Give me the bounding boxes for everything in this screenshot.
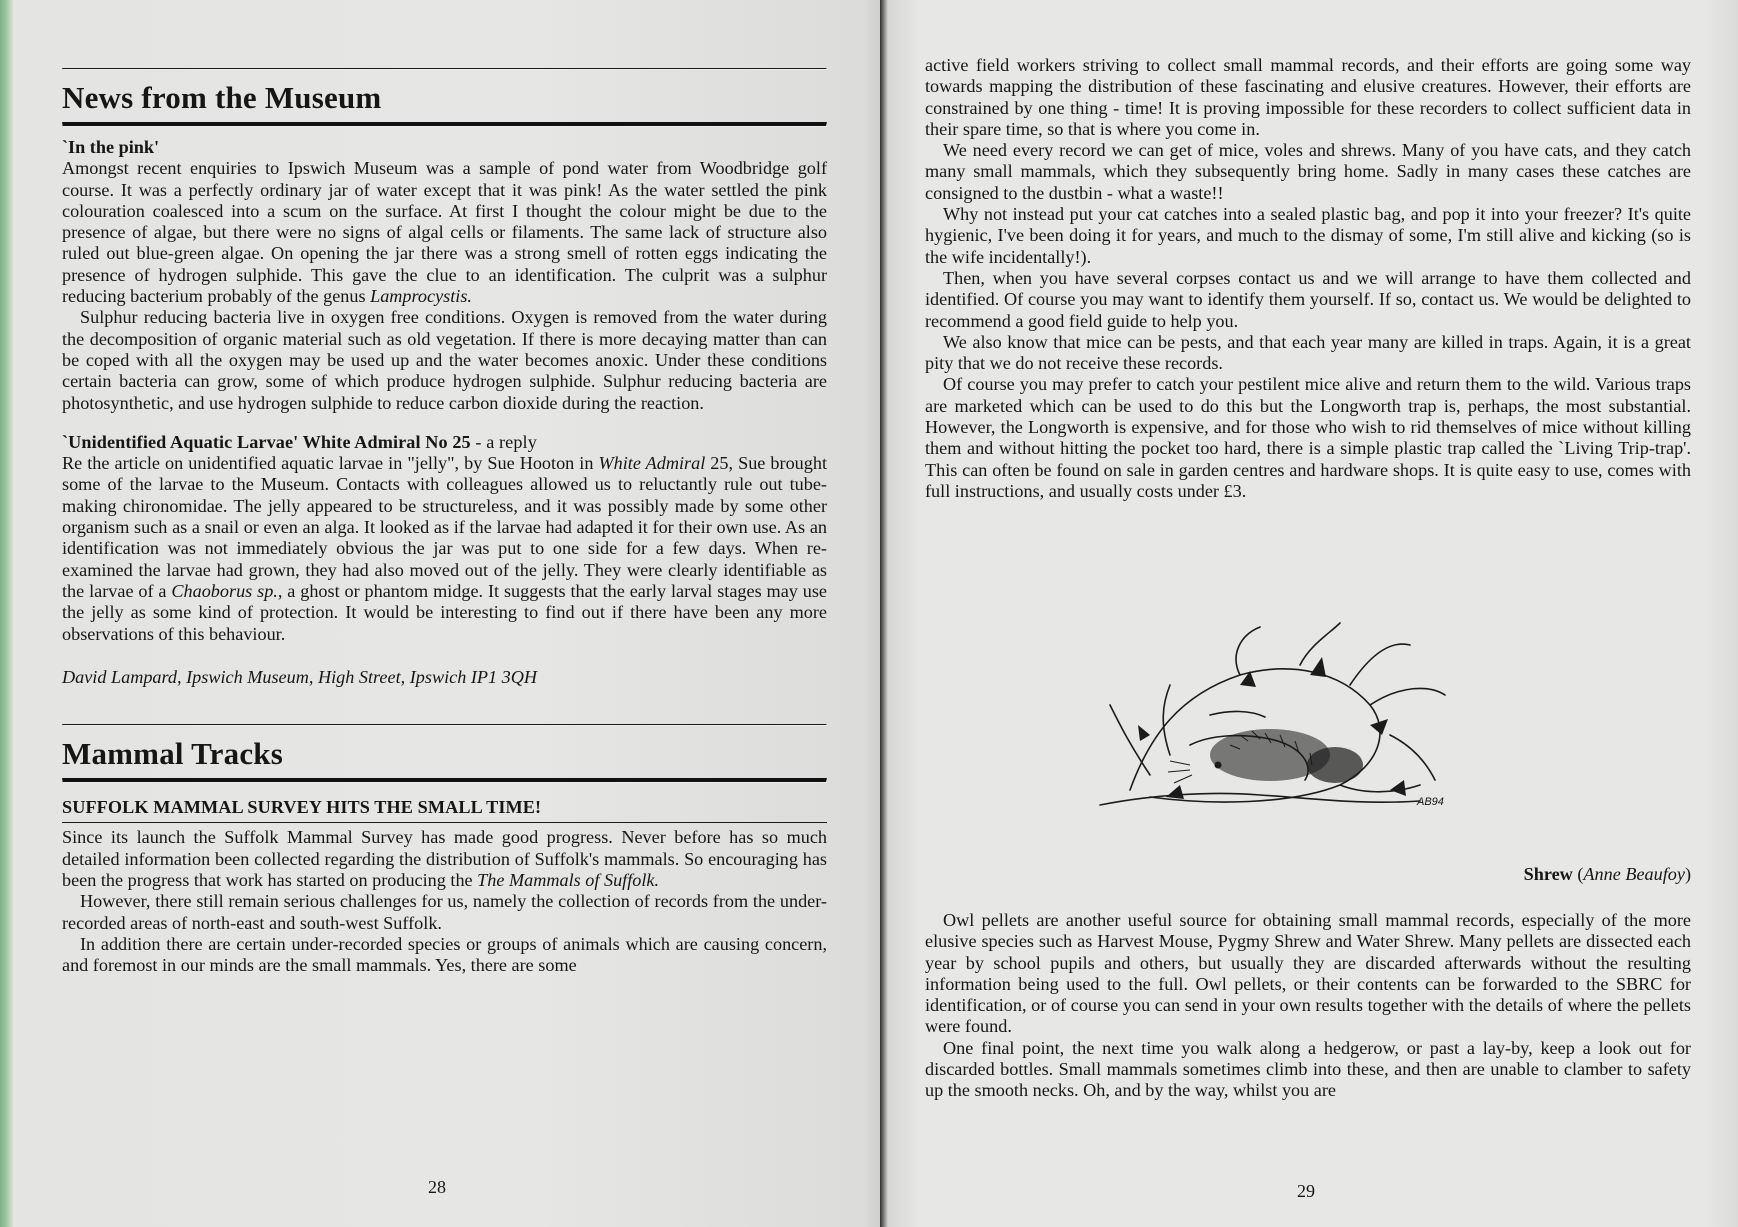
right-column	[925, 55, 1691, 502]
article-paragraph	[62, 453, 827, 645]
right-column-lower	[925, 910, 1691, 1102]
right-page	[880, 0, 1738, 1227]
illustration-caption: Shrew (Anne Beaufoy)	[1523, 864, 1691, 884]
caption-artist: Anne Beaufoy	[1583, 864, 1685, 884]
section-rule-bottom	[62, 122, 827, 127]
paragraph-text: Amongst recent enquiries to Ipswich Museum was a sample of pond water from Woodbridge golf course. It was a perfectly ordinary jar of water except that it was pink! As the water settled the pink colouration coalesced into a scum on the surface. At first I thought the colour might be due to the presence of algae, but there were no signs of algal cells or filaments. The same lack of structure also ruled out blue-green algae. On opening the jar there was a strong smell of rotten eggs indicating the presence of hydrogen sulphide. This gave the clue to an identification. The culprit was a sulphur reducing bacterium probably of the genus	[62, 158, 827, 307]
left-column	[62, 68, 827, 977]
journal-reference: White Admiral	[598, 453, 706, 474]
article-paragraph: However, there still remain serious challenges for us, namely the collection of records from the under-recorded areas of north-east and south-west Suffolk.	[62, 891, 827, 933]
section-title-news: News from the Museum	[62, 80, 382, 115]
article-paragraph: In addition there are certain under-recorded species or groups of animals which are causing concern, and foremost in our minds are the small mammals. Yes, there are some	[62, 933, 827, 976]
species-name: Chaoborus sp.	[171, 580, 278, 601]
caption-subject: Shrew	[1523, 864, 1573, 884]
page-number: 28	[428, 1177, 446, 1197]
article-heading	[62, 432, 827, 453]
article-paragraph: One final point, the next time you walk along a hedgerow, or past a lay-by, keep a look out for discarded bottles. Small mammals sometimes climb into these, and then are unable to clamber to safety up the smooth necks. Oh, and by the way, whilst you are	[925, 1037, 1691, 1101]
author-signature	[62, 667, 827, 688]
paragraph-text: Since its launch the Suffolk Mammal Survey has made good progress. Never before has so much detailed information been collected regarding the distribution of Suffolk's mammals. So encouraging has been the progress that work has started on producing the	[62, 827, 827, 891]
article-in-the-pink	[62, 137, 827, 414]
paragraph-text: 25, Sue brought some of the larvae to the Museum. Contacts with colleagues allowed us to reluctantly rule out tube-making chironomidae. The jelly appeared to be structureless, and it was possibly made by some other organism such as a snail or even an alga. It looked as if the larvae had adapted it for their own use. As an identification was not immediately obvious the jar was put to one side for a few days. When re-examined the larvae had grown, they had also moved out of the jelly. They were clearly identifiable as the larvae of a	[62, 453, 827, 601]
article-aquatic-larvae	[62, 432, 827, 645]
article-paragraph: Of course you may prefer to catch your pestilent mice alive and return them to the wild. Various traps are marketed which can be used to do this but the Longworth trap is, perhaps, the most substantial. However, the Longworth is expensive, and for those who wish to rid themselves of mice without killing them and without hitting the pocket too hard, there is a simple plastic trap called the `Living Trip-trap'. This can often be found on sale in garden centres and hardware shops. It is quite easy to use, comes with full instructions, and usually costs under £3.	[925, 374, 1691, 501]
illustration-signature: AB94	[1417, 796, 1444, 808]
article-paragraph: Sulphur reducing bacteria live in oxygen free conditions. Oxygen is removed from the water during the decomposition of organic material such as old vegetation. If there is more decaying matter than can be coped with all the oxygen may be used up and the water becomes anoxic. Under these conditions certain bacteria can grow, some of which produce hydrogen sulphide. Sulphur reducing bacteria are photosynthetic, and use hydrogen sulphide to reduce carbon dioxide during the reaction.	[62, 307, 827, 413]
page-number: 29	[1297, 1181, 1315, 1201]
section-title-mammal-tracks: Mammal Tracks	[62, 736, 284, 772]
signature-text: David Lampard, Ipswich Museum, High Street, Ipswich IP1 3QH	[62, 666, 538, 687]
heading-rest: - a reply	[470, 431, 537, 452]
genus-name: Lamprocystis.	[370, 286, 472, 307]
article-paragraph: active field workers striving to collect small mammal records, and their efforts are going some way towards mapping the distribution of these fascinating and elusive creatures. However, their efforts are constrained by one thing - time! It is proving impossible for these recorders to collect sufficient data in their spare time, so that is where you come in.	[925, 55, 1691, 139]
article-paragraph: Owl pellets are another useful source for obtaining small mammal records, especially of the more elusive species such as Harvest Mouse, Pygmy Shrew and Water Shrew. Many pellets are dissected each year by school pupils and others, but usually they are discarded afterwards without the resulting information being used to the full. Owl pellets, or their contents can be forwarded to the SBRC for identification, or of course you can send in your own results together with the details of where the pellets were found.	[925, 910, 1691, 1037]
article-paragraph: We also know that mice can be pests, and that each year many are killed in traps. Again, it is a great pity that we do not receive these records.	[925, 331, 1691, 374]
heading-bold: `Unidentified Aquatic Larvae' White Admiral No 25	[62, 431, 471, 452]
section-rule-bottom	[62, 778, 827, 783]
article-paragraph: Then, when you have several corpses contact us and we will arrange to have them collected and identified. Of course you may want to identify them yourself. If so, contact us. We would be delighted to recommend a good field guide to help you.	[925, 267, 1691, 331]
book-title: The Mammals of Suffolk.	[477, 870, 660, 891]
article-paragraph	[62, 827, 827, 891]
article-paragraph	[62, 158, 827, 307]
article-heading: `In the pink'	[62, 137, 160, 157]
paragraph-text: , a ghost or phantom midge. It suggests that the early larval stages may use the jelly as some kind of protection. It would be interesting to find out if there have been any more observations of this behaviour.	[62, 580, 827, 644]
section-mammal-tracks	[62, 724, 827, 976]
paragraph-text: Re the article on unidentified aquatic larvae in "jelly", by Sue Hooton in	[62, 453, 599, 474]
article-paragraph: Why not instead put your cat catches into a sealed plastic bag, and pop it into your freezer? It's quite hygienic, I've been doing it for years, and much to the dismay of some, I'm still alive and kicking (so is the wife incidentally!).	[925, 204, 1691, 267]
shrew-illustration	[1090, 615, 1470, 825]
article-heading: SUFFOLK MAMMAL SURVEY HITS THE SMALL TIME!	[62, 797, 827, 823]
article-paragraph: We need every record we can get of mice, voles and shrews. Many of you have cats, and they catch many small mammals, which they subsequently bring home. Sadly in many cases these catches are consigned to the dustbin - what a waste!!	[925, 140, 1691, 203]
